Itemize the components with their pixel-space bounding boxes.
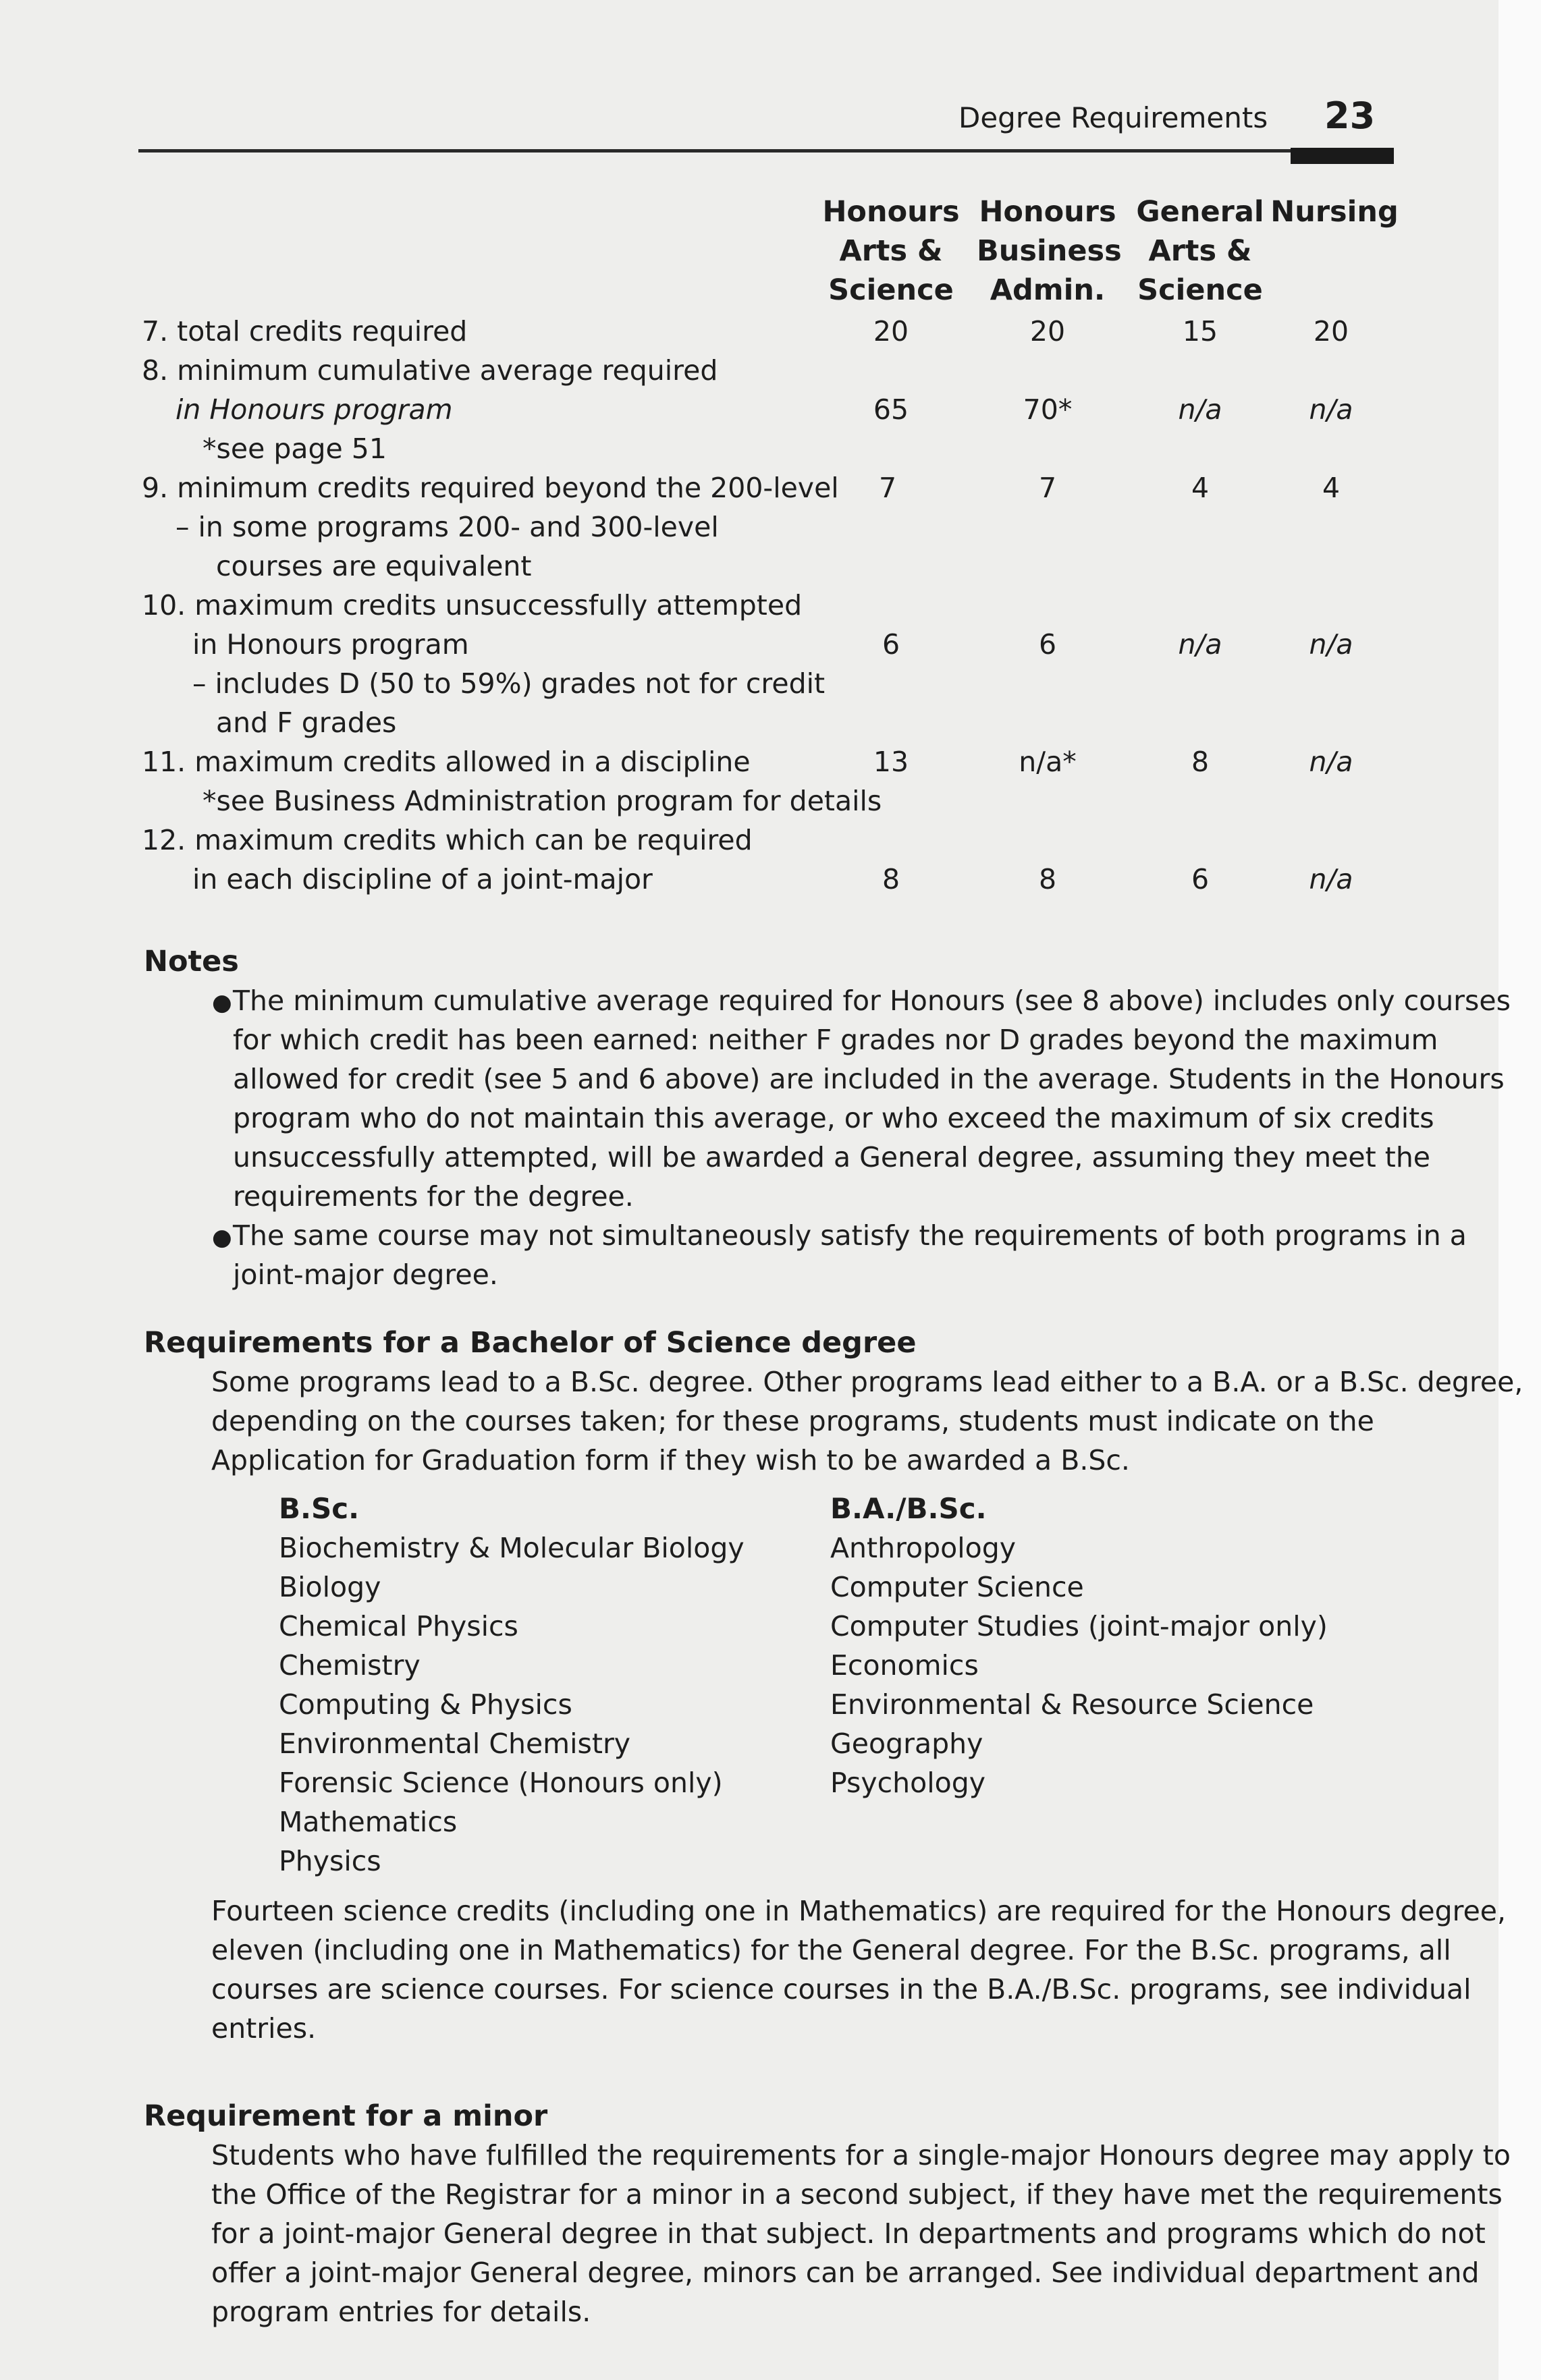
row-8-value-nursing: n/a: [1309, 393, 1353, 426]
row-8-sublabel: in Honours program: [175, 393, 453, 426]
list-item: Physics: [279, 1845, 381, 1877]
bullet-marker: ●: [212, 989, 232, 1016]
list-item: Computer Studies (joint-major only): [830, 1610, 1328, 1642]
list-item: Anthropology: [830, 1532, 1017, 1564]
row-10-note-2: and F grades: [216, 707, 397, 739]
row-11-footnote: *see Business Administration program for details: [202, 785, 882, 817]
row-11-label: 11. maximum credits allowed in a discipline: [142, 746, 751, 778]
column-heading-honours-business-admin: Honours Business Admin.: [977, 195, 1122, 307]
header-tab-marker: [1291, 148, 1394, 164]
row-9-value-nursing: 4: [1322, 472, 1341, 504]
list-item: Computing & Physics: [279, 1688, 572, 1721]
row-12-value-nursing: n/a: [1309, 863, 1353, 895]
row-11-value-general: 8: [1191, 746, 1210, 778]
ba-bsc-program-list: [830, 1528, 1328, 1802]
ba-bsc-list-heading: B.A./B.Sc.: [830, 1492, 987, 1525]
row-12-value-honours-business: 8: [1038, 863, 1057, 895]
row-9-value-honours-arts: 7: [878, 472, 897, 504]
list-item: Biology: [279, 1571, 381, 1603]
row-11-value-honours-business: n/a*: [1019, 746, 1077, 778]
row-9-note-1: – in some programs 200- and 300-level: [175, 511, 719, 543]
row-9-label: 9. minimum credits required beyond the 200-level: [142, 472, 839, 504]
minor-heading: Requirement for a minor: [144, 2099, 548, 2133]
list-item: Environmental Chemistry: [279, 1727, 631, 1760]
row-8-label: 8. minimum cumulative average required: [142, 354, 718, 387]
row-10-note-1: – includes D (50 to 59%) grades not for credit: [192, 667, 826, 700]
column-heading-honours-arts-science: Honours Arts & Science: [822, 195, 960, 307]
row-8-footnote: *see page 51: [202, 433, 387, 465]
row-12-label: 12. maximum credits which can be required: [142, 824, 753, 856]
row-8-value-honours-business: 70*: [1023, 393, 1073, 426]
list-item: Environmental & Resource Science: [830, 1688, 1314, 1721]
list-item: Chemical Physics: [279, 1610, 518, 1642]
list-item: Forensic Science (Honours only): [279, 1767, 723, 1799]
row-10-label: 10. maximum credits unsuccessfully attempted: [142, 589, 803, 621]
bsc-closing: Fourteen science credits (including one in Mathematics) are required for the Honours degree, eleven (including one in Mathematics) for the General degree. For the B.Sc. programs, all courses are science courses. For science courses in the B.A./B.Sc. programs, see individual entries.: [211, 1895, 1507, 2045]
list-item: Geography: [830, 1727, 983, 1760]
bsc-program-list: [279, 1528, 745, 1881]
note-2: The same course may not simultaneously satisfy the requirements of both programs in a joint-major degree.: [233, 1219, 1467, 1291]
row-7-value-nursing: 20: [1313, 315, 1349, 348]
row-10-value-honours-arts: 6: [882, 628, 900, 661]
list-item: Mathematics: [279, 1806, 458, 1838]
row-9-note-2: courses are equivalent: [216, 550, 532, 582]
bsc-intro: Some programs lead to a B.Sc. degree. Other programs lead either to a B.A. or a B.Sc. degree, depending on the courses taken; for these programs, students must indicate on the Application for Graduation form if they wish to be awarded a B.Sc.: [211, 1366, 1523, 1476]
row-10-value-honours-business: 6: [1038, 628, 1057, 661]
bullet-marker: ●: [212, 1224, 232, 1251]
row-10-value-general: n/a: [1178, 628, 1222, 661]
row-8-value-general: n/a: [1178, 393, 1222, 426]
row-12-value-general: 6: [1191, 863, 1210, 895]
list-item: Psychology: [830, 1767, 986, 1799]
row-10-value-nursing: n/a: [1309, 628, 1353, 661]
list-item: Computer Science: [830, 1571, 1084, 1603]
bsc-heading: Requirements for a Bachelor of Science degree: [144, 1326, 917, 1360]
column-heading-nursing: Nursing: [1270, 195, 1399, 229]
note-1: The minimum cumulative average required for Honours (see 8 above) includes only courses for which credit has been earned: neither F grades nor D grades beyond the maximum allowed for credit (see 5 and 6 above) are included in the average. Students in the Honours program who do not maintain this average, or who exceed the maximum of six credits unsuccessfully attempted, will be awarded a General degree, assuming they meet the requirements for the degree.: [233, 985, 1511, 1213]
bsc-list-heading: B.Sc.: [279, 1492, 360, 1525]
list-item: Biochemistry & Molecular Biology: [279, 1532, 745, 1564]
row-8-value-honours-arts: 65: [873, 393, 909, 426]
row-11-value-nursing: n/a: [1309, 746, 1353, 778]
row-7-value-honours-arts: 20: [873, 315, 909, 348]
row-7-label: 7. total credits required: [142, 315, 468, 348]
row-9-value-general: 4: [1191, 472, 1210, 504]
list-item: Economics: [830, 1649, 979, 1682]
page-header-title: Degree Requirements: [958, 101, 1268, 134]
row-11-value-honours-arts: 13: [873, 746, 909, 778]
row-12-sublabel: in each discipline of a joint-major: [192, 863, 653, 895]
list-item: Chemistry: [279, 1649, 421, 1682]
page-number: 23: [1324, 94, 1376, 137]
row-12-value-honours-arts: 8: [882, 863, 900, 895]
minor-text: Students who have fulfilled the requirements for a single-major Honours degree may apply to the Office of the Registrar for a minor in a second subject, if they have met the requirements for a joint-major General degree in that subject. In departments and programs which do not offer a joint-major General degree, minors can be arranged. See individual department and program entries for details.: [211, 2139, 1511, 2328]
row-10-sublabel: in Honours program: [192, 628, 469, 661]
notes-heading: Notes: [144, 945, 239, 978]
row-9-value-honours-business: 7: [1038, 472, 1057, 504]
column-heading-general-arts-science: General Arts & Science: [1136, 195, 1264, 307]
row-7-value-general: 15: [1182, 315, 1218, 348]
header-rule: [138, 149, 1394, 153]
row-7-value-honours-business: 20: [1029, 315, 1066, 348]
